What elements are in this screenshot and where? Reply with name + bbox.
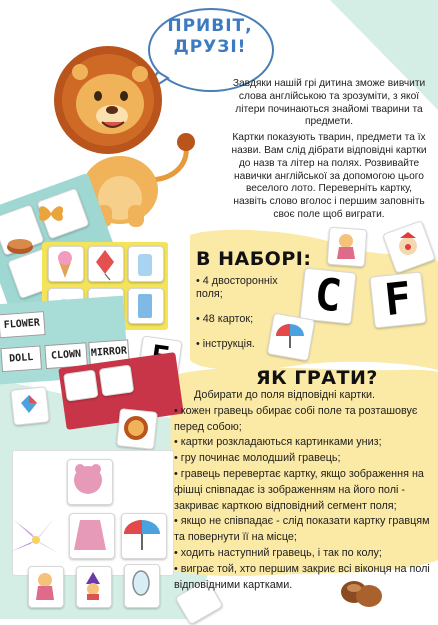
rule-intro: Добирати до поля відповідні картки.	[194, 389, 375, 401]
set-list	[196, 275, 306, 363]
mirror-icon	[128, 568, 154, 602]
word-card-flower: FLOWER	[0, 311, 46, 338]
greeting-line-1: ПРИВІТ,	[167, 16, 253, 36]
word-card-mirror: MIRROR	[88, 339, 130, 366]
set-item-boards: • 4 двосторонніх поля;	[196, 275, 278, 300]
umbrella-icon	[124, 520, 160, 550]
rule-item: • виграє той, хто першим закриє всі віконця на полі відповідними картками.	[174, 562, 430, 591]
clown-icon	[394, 232, 422, 260]
coat-icon	[74, 520, 106, 550]
rule-item: • ходить наступний гравець, і так по колу;	[174, 546, 382, 559]
rule-item: • якщо не співпадає - слід показати картку гравцям та повернути її на місце;	[174, 515, 430, 544]
set-item-cards: • 48 карток;	[196, 313, 254, 325]
bear-icon	[74, 464, 102, 494]
lion-small-icon	[121, 413, 151, 443]
how-to-play-text	[174, 388, 436, 593]
wizard-icon	[80, 570, 106, 602]
rule-item: • гравець перевертає картку, якщо зображення на фішці співпадає із зображенням на його полі - закриває карткою відповідний сегмент поля;	[174, 467, 424, 512]
rule-item: • кожен гравець обирає собі поле та розташовує перед собою;	[174, 404, 418, 433]
intro-text	[230, 78, 428, 225]
kite-small-icon	[17, 393, 41, 417]
doll-right-icon	[333, 231, 359, 261]
ice-cream-icon	[58, 251, 72, 278]
lily-flower-icon	[6, 510, 66, 570]
picture-card-nuts	[63, 369, 99, 401]
fridge-icon	[138, 294, 152, 318]
butterfly-icon	[36, 200, 66, 226]
greeting-line-2: ДРУЗІ!	[173, 37, 247, 57]
kite-icon	[96, 250, 114, 280]
letter-card-f: F	[369, 271, 426, 328]
set-item-instructions: • інструкція.	[196, 338, 255, 350]
word-card-doll: DOLL	[0, 345, 42, 372]
intro-paragraph-2: Картки показують тварин, предмети та їх назви. Вам слід дібрати відповідні картки до назв та літер на полях. Розвивайте навички англійської за допомогою цього веселого лото. Переверніть картку, назвіть слово вголос і першим заповніть своє поле щоб виграти.	[231, 132, 427, 220]
how-to-play-heading: ЯК ГРАТИ?	[256, 367, 378, 389]
jar-icon	[138, 254, 152, 276]
picture-card-eggs	[99, 364, 135, 396]
rule-item: • гру починає молодший гравець;	[174, 452, 341, 465]
word-card-clown: CLOWN	[44, 342, 88, 369]
set-heading: В НАБОРІ:	[196, 248, 312, 270]
letter-card-c: C	[299, 267, 356, 324]
rule-item: • картки розкладаються картинками униз;	[174, 436, 382, 449]
doll-icon	[32, 570, 58, 602]
pie-icon	[5, 235, 35, 255]
intro-paragraph-1: Завдяки нашій грі дитина зможе вивчити слова англійською та зрозуміти, з якої літери починаються знайомі тварини та предмети.	[232, 78, 426, 128]
